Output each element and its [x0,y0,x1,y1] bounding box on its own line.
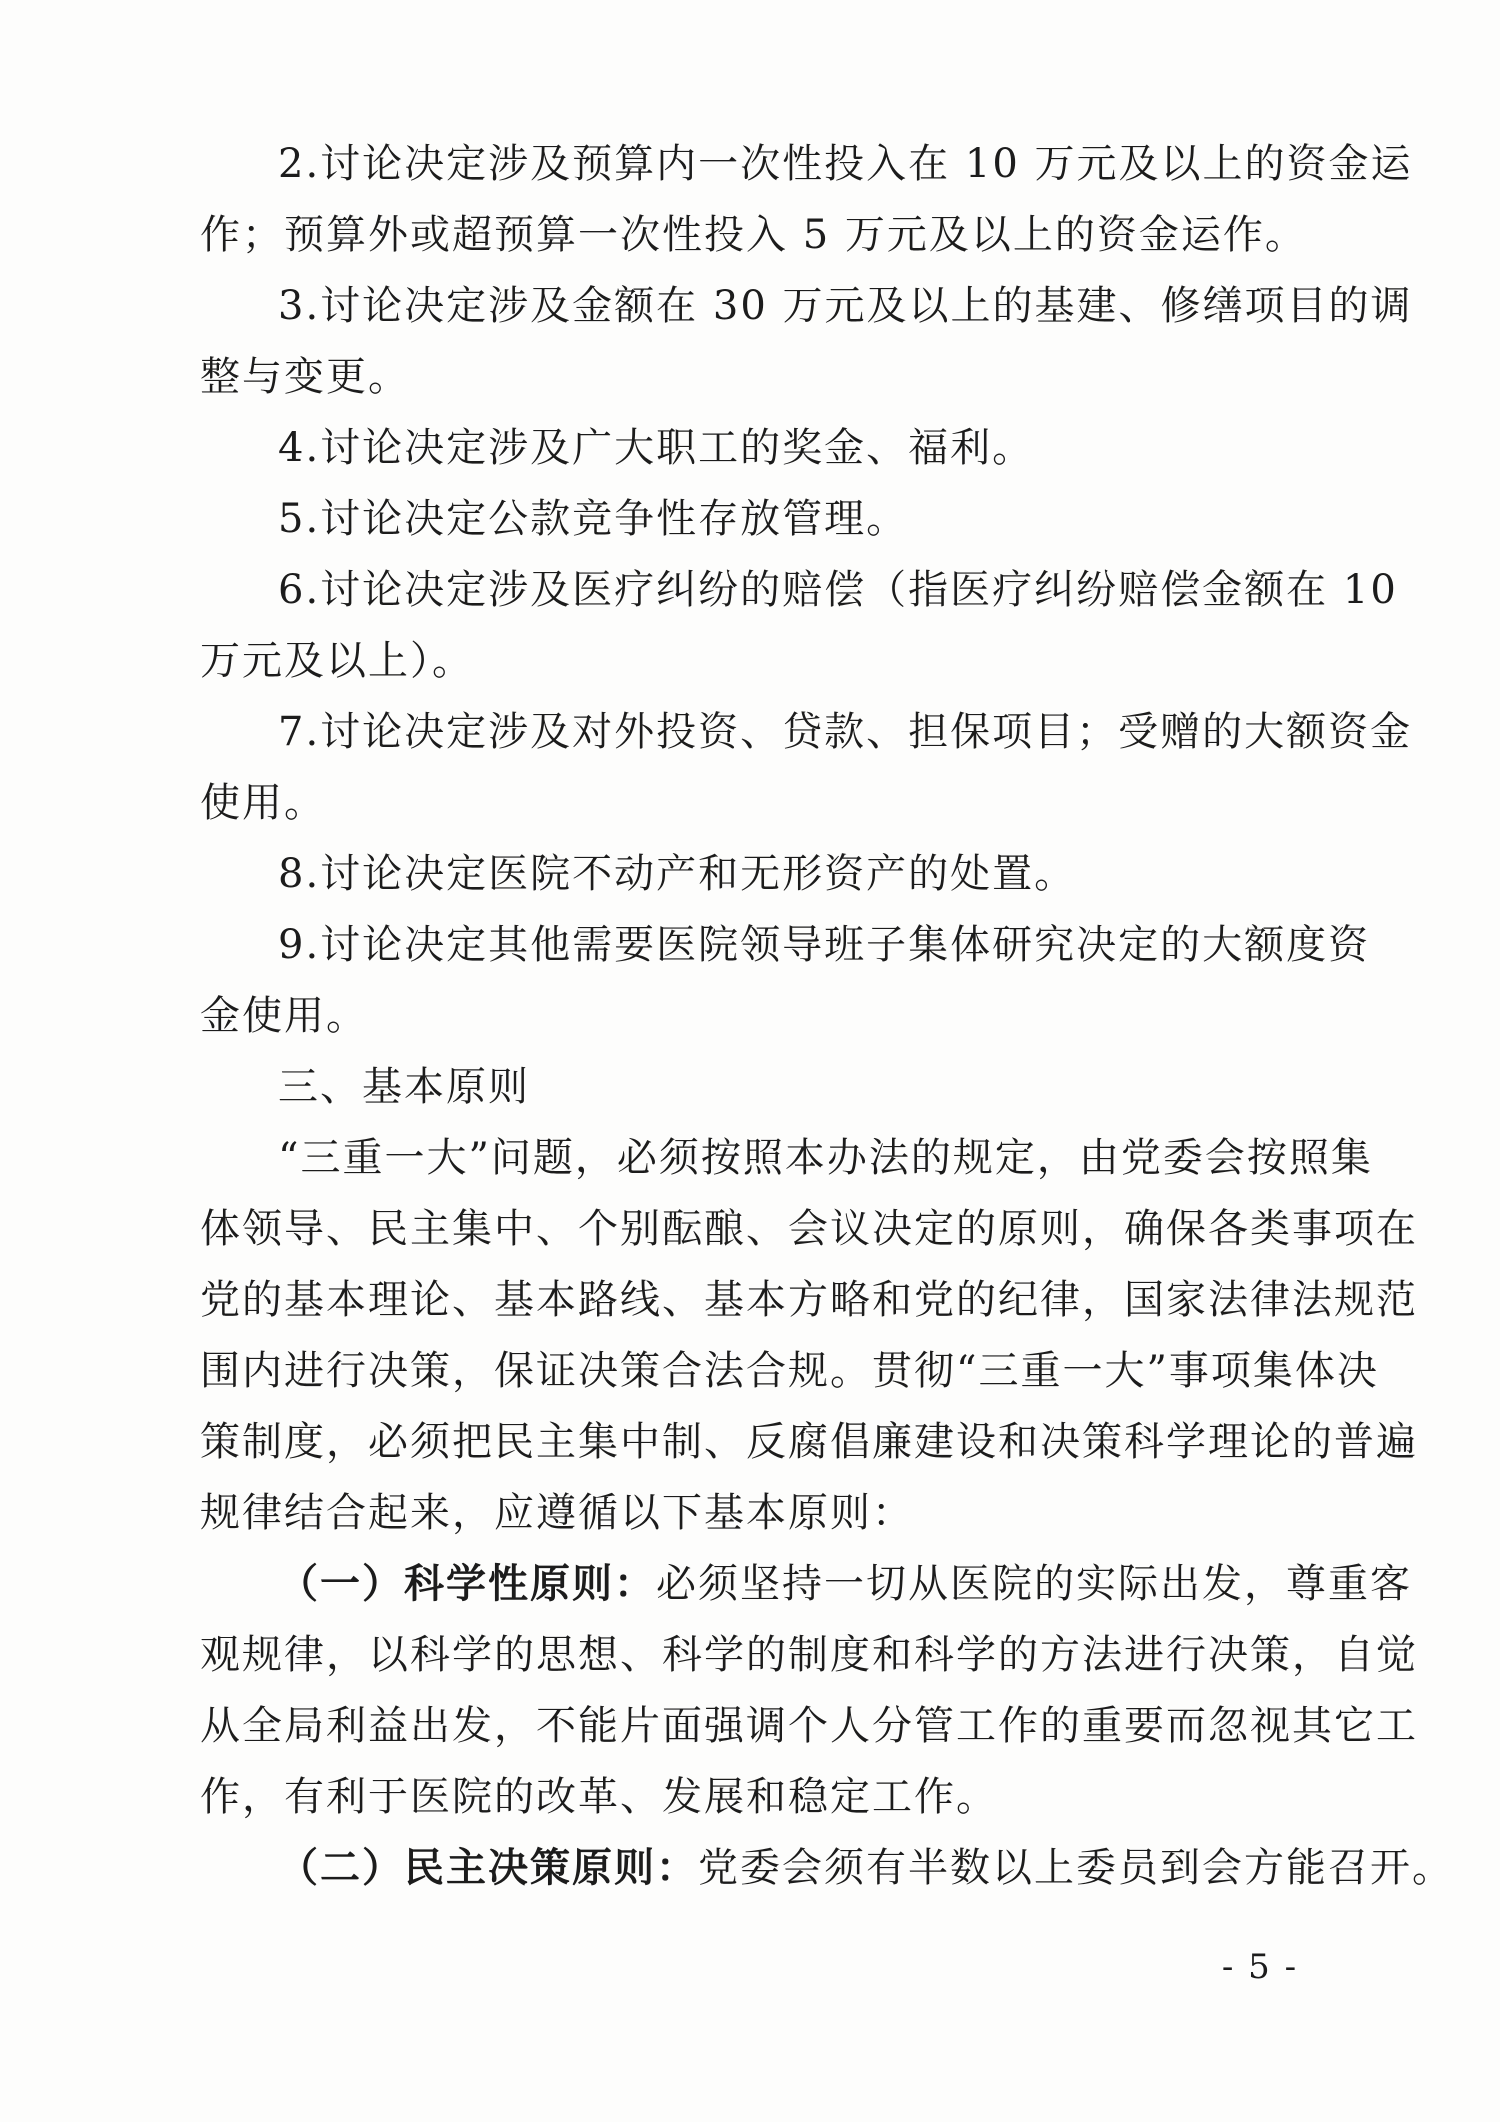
text-line: 体领导、民主集中、个别酝酿、会议决定的原则，确保各类事项在 [200,1206,1418,1252]
text-line: 策制度，必须把民主集中制、反腐倡廉建设和决策科学理论的普遍 [200,1419,1418,1465]
text-line: 规律结合起来，应遵循以下基本原则： [200,1490,914,1536]
text-line: 整与变更。 [200,354,410,400]
text-line: “三重一大”问题，必须按照本办法的规定，由党委会按照集 [278,1135,1373,1181]
principle-heading: （二）民主决策原则： [278,1844,698,1891]
section-heading: 三、基本原则 [278,1064,530,1110]
text-line: 6.讨论决定涉及医疗纠纷的赔偿（指医疗纠纷赔偿金额在 10 [278,567,1398,613]
text-line: 金使用。 [200,993,368,1039]
text-line: 作，有利于医院的改革、发展和稳定工作。 [200,1774,998,1820]
principle-heading: （一）科学性原则： [278,1560,656,1607]
text-line: 从全局利益出发，不能片面强调个人分管工作的重要而忽视其它工 [200,1703,1418,1749]
text-line: 9.讨论决定其他需要医院领导班子集体研究决定的大额度资 [278,922,1371,968]
principle-paragraph [278,1844,1454,1900]
text-line: 观规律，以科学的思想、科学的制度和科学的方法进行决策，自觉 [200,1632,1418,1678]
text-line: 使用。 [200,780,326,826]
text-line: 2.讨论决定涉及预算内一次性投入在 10 万元及以上的资金运 [278,141,1413,187]
text-line: 围内进行决策，保证决策合法合规。贯彻“三重一大”事项集体决 [200,1348,1379,1394]
principle-paragraph [278,1560,1412,1616]
principle-text: 必须坚持一切从医院的实际出发，尊重客 [656,1561,1412,1607]
text-line: 万元及以上）。 [200,638,474,684]
text-line: 作；预算外或超预算一次性投入 5 万元及以上的资金运作。 [200,212,1307,258]
text-line: 5.讨论决定公款竞争性存放管理。 [278,496,909,542]
principle-text: 党委会须有半数以上委员到会方能召开。 [698,1845,1454,1891]
text-line: 党的基本理论、基本路线、基本方略和党的纪律，国家法律法规范 [200,1277,1418,1323]
text-line: 7.讨论决定涉及对外投资、贷款、担保项目；受赠的大额资金 [278,709,1413,755]
text-line: 3.讨论决定涉及金额在 30 万元及以上的基建、修缮项目的调 [278,283,1413,329]
text-line: 4.讨论决定涉及广大职工的奖金、福利。 [278,425,1035,471]
text-line: 8.讨论决定医院不动产和无形资产的处置。 [278,851,1077,897]
page-number: - 5 - [1221,1947,1299,1987]
